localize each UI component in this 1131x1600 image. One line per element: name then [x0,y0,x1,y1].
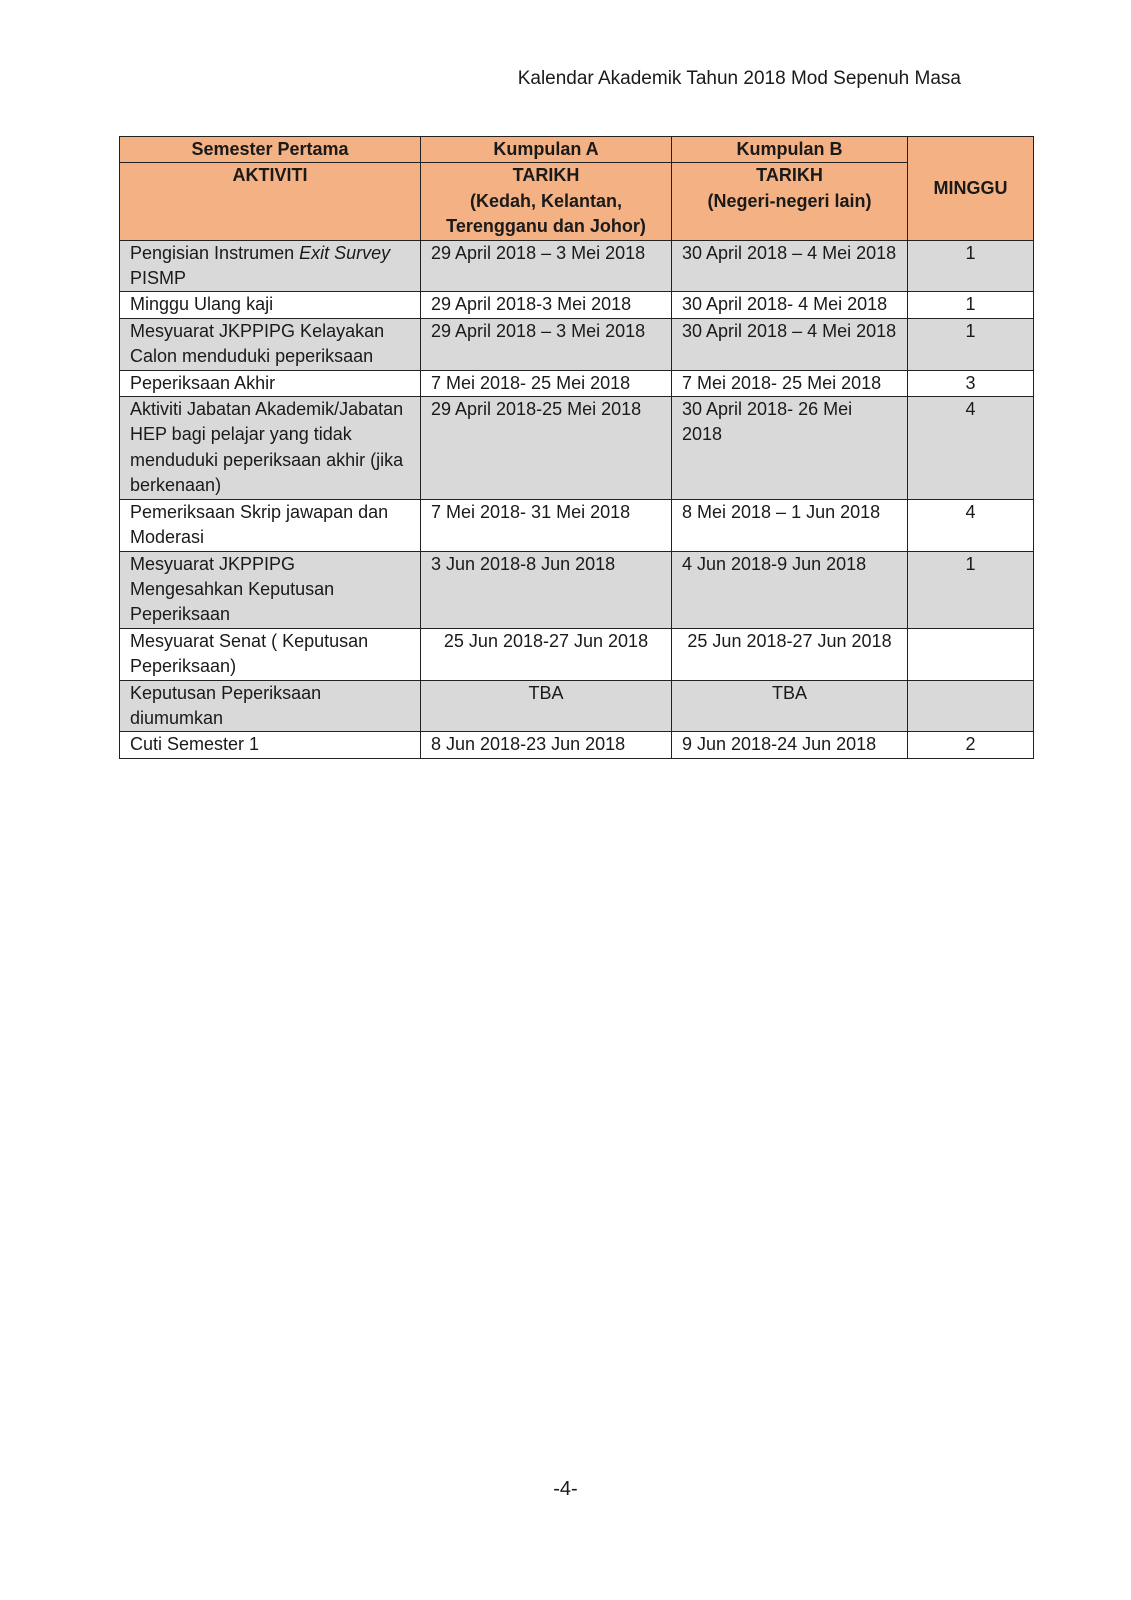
date-a-cell: 7 Mei 2018- 31 Mei 2018 [421,499,672,551]
activity-text: Pengisian Instrumen [130,242,300,263]
date-a-cell: 25 Jun 2018-27 Jun 2018 [421,628,672,680]
date-b-cell: 7 Mei 2018- 25 Mei 2018 [672,370,908,396]
week-cell: 1 [908,292,1034,318]
header-week: MINGGU [908,137,1034,241]
activity-cell: Keputusan Peperiksaan diumumkan [120,680,421,732]
table-row [120,292,1034,318]
header-activity: AKTIVITI [120,163,421,240]
week-cell: 4 [908,499,1034,551]
week-cell [908,628,1034,680]
date-b-cell: 8 Mei 2018 – 1 Jun 2018 [672,499,908,551]
activity-cell: Minggu Ulang kaji [120,292,421,318]
activity-cell: Aktiviti Jabatan Akademik/Jabatan HEP bagi pelajar yang tidak menduduki peperiksaan akhir (jika berkenaan) [120,397,421,500]
date-a-cell: TBA [421,680,672,732]
page-header-title: Kalendar Akademik Tahun 2018 Mod Sepenuh Masa [517,68,961,89]
week-cell: 1 [908,318,1034,370]
table-row [120,397,1034,500]
header-date-b-label: TARIKH [756,165,823,186]
header-date-a-states-2: Terengganu dan Johor) [446,216,646,237]
header-date-a-label: TARIKH [512,165,580,186]
date-a-cell: 8 Jun 2018-23 Jun 2018 [421,732,672,758]
date-b-cell: 25 Jun 2018-27 Jun 2018 [672,628,908,680]
header-semester: Semester Pertama [120,137,421,163]
activity-cell: Cuti Semester 1 [120,732,421,758]
header-group-b: Kumpulan B [672,137,908,163]
table-header-row [120,137,1034,163]
activity-text-italic: Exit Survey [299,242,391,263]
week-cell [908,680,1034,732]
date-b-cell: 30 April 2018 – 4 Mei 2018 [672,240,908,292]
week-cell: 4 [908,397,1034,500]
date-b-cell: 4 Jun 2018-9 Jun 2018 [672,551,908,628]
activity-cell: Mesyuarat Senat ( Keputusan Peperiksaan) [120,628,421,680]
date-a-cell: 29 April 2018-25 Mei 2018 [421,397,672,500]
date-b-cell: 30 April 2018- 4 Mei 2018 [672,292,908,318]
date-b-cell: 9 Jun 2018-24 Jun 2018 [672,732,908,758]
table-row [120,732,1034,758]
academic-calendar-table [119,136,1034,759]
date-a-cell: 7 Mei 2018- 25 Mei 2018 [421,370,672,396]
date-b-cell: TBA [672,680,908,732]
date-b-cell: 30 April 2018- 26 Mei 2018 [672,397,908,500]
date-a-cell: 29 April 2018-3 Mei 2018 [421,292,672,318]
activity-cell: Pemeriksaan Skrip jawapan dan Moderasi [120,499,421,551]
table-subheader-row [120,163,1034,240]
activity-cell: Mesyuarat JKPPIPG Mengesahkan Keputusan Peperiksaan [120,551,421,628]
activity-cell [120,240,421,292]
week-cell: 1 [908,551,1034,628]
week-cell: 1 [908,240,1034,292]
date-a-cell: 3 Jun 2018-8 Jun 2018 [421,551,672,628]
table-row [120,551,1034,628]
activity-cell: Peperiksaan Akhir [120,370,421,396]
table-row [120,499,1034,551]
header-date-a [421,163,672,240]
activity-cell: Mesyuarat JKPPIPG Kelayakan Calon menduduki peperiksaan [120,318,421,370]
table-row [120,628,1034,680]
week-cell: 3 [908,370,1034,396]
table-row [120,680,1034,732]
activity-text: PISMP [130,268,187,289]
table-row [120,318,1034,370]
week-cell: 2 [908,732,1034,758]
header-date-b-states: (Negeri-negeri lain) [707,190,872,211]
header-group-a: Kumpulan A [421,137,672,163]
header-date-b [672,163,908,240]
header-date-a-states-1: (Kedah, Kelantan, [469,190,623,211]
date-a-cell: 29 April 2018 – 3 Mei 2018 [421,318,672,370]
table-row [120,370,1034,396]
date-a-cell: 29 April 2018 – 3 Mei 2018 [421,240,672,292]
date-b-cell: 30 April 2018 – 4 Mei 2018 [672,318,908,370]
table-row [120,240,1034,292]
page-number: -4- [553,1478,578,1500]
